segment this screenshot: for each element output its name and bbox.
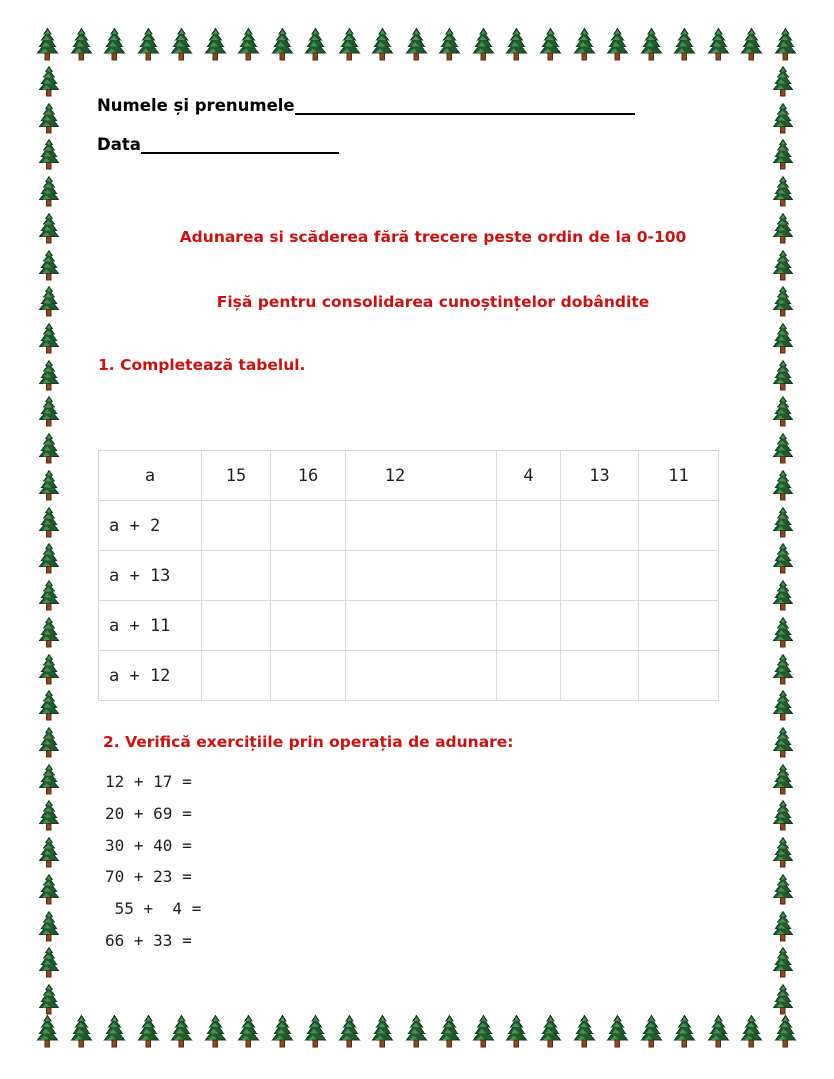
table-header-cell: 15 [202, 451, 271, 501]
christmas-tree-icon [38, 984, 60, 1015]
table-row [99, 601, 719, 651]
exercise-line: 70 + 23 = [105, 867, 192, 887]
answer-cell [639, 551, 719, 601]
christmas-tree-icon [772, 396, 794, 427]
date-blank-line [141, 138, 339, 154]
christmas-tree-icon [772, 690, 794, 721]
christmas-tree-icon [271, 28, 294, 61]
table-header-cell: 11 [639, 451, 719, 501]
answer-cell [202, 501, 271, 551]
christmas-tree-icon [38, 139, 60, 170]
christmas-tree-icon [772, 911, 794, 942]
christmas-tree-icon [673, 28, 696, 61]
christmas-tree-icon [505, 1015, 528, 1048]
exercise-line: 30 + 40 = [105, 835, 192, 855]
table-row [99, 551, 719, 601]
christmas-tree-icon [539, 1015, 562, 1048]
table-header-cell: a [99, 451, 202, 501]
exercise-list [105, 766, 201, 957]
christmas-tree-icon [472, 28, 495, 61]
christmas-tree-icon [371, 1015, 394, 1048]
answer-cell [346, 651, 497, 701]
christmas-tree-icon [573, 28, 596, 61]
answer-cell [639, 501, 719, 551]
christmas-tree-icon [772, 654, 794, 685]
christmas-tree-icon [740, 1015, 763, 1048]
exercise-line: 20 + 69 = [105, 803, 192, 823]
date-label: Data [97, 135, 141, 154]
christmas-tree-icon [772, 176, 794, 207]
christmas-tree-icon [772, 470, 794, 501]
christmas-tree-icon [772, 947, 794, 978]
christmas-tree-icon [772, 837, 794, 868]
answer-cell [346, 601, 497, 651]
christmas-tree-icon [772, 507, 794, 538]
answer-cell [346, 501, 497, 551]
christmas-tree-icon [38, 543, 60, 574]
christmas-tree-icon [707, 1015, 730, 1048]
answer-cell [561, 501, 639, 551]
christmas-tree-icon [772, 874, 794, 905]
christmas-tree-icon [740, 28, 763, 61]
answer-cell [202, 651, 271, 701]
christmas-tree-icon [38, 764, 60, 795]
answer-cell [497, 501, 561, 551]
worksheet-subtitle: Fișă pentru consolidarea cunoștințelor dobândite [216, 293, 650, 311]
answer-cell [346, 551, 497, 601]
answer-cell [639, 601, 719, 651]
christmas-tree-icon [774, 28, 797, 61]
christmas-tree-icon [772, 139, 794, 170]
christmas-tree-icon [304, 28, 327, 61]
section-2-heading: 2. Verifică exercițiile prin operația de adunare: [103, 733, 514, 751]
christmas-tree-icon [103, 28, 126, 61]
christmas-tree-icon [772, 764, 794, 795]
christmas-tree-icon [772, 617, 794, 648]
tree-border-top [36, 28, 797, 61]
christmas-tree-icon [38, 66, 60, 97]
tree-border-right [772, 66, 794, 1015]
answer-cell [561, 651, 639, 701]
answer-cell [271, 551, 346, 601]
christmas-tree-icon [338, 1015, 361, 1048]
row-label-cell: a + 13 [99, 551, 202, 601]
answer-cell [202, 601, 271, 651]
answer-cell [271, 601, 346, 651]
date-row [97, 135, 339, 154]
christmas-tree-icon [539, 28, 562, 61]
table-row [99, 501, 719, 551]
christmas-tree-icon [204, 1015, 227, 1048]
christmas-tree-icon [772, 984, 794, 1015]
christmas-tree-icon [38, 837, 60, 868]
christmas-tree-icon [70, 1015, 93, 1048]
answer-cell [497, 551, 561, 601]
answer-cell [561, 551, 639, 601]
exercise-line: 66 + 33 = [105, 930, 192, 950]
christmas-tree-icon [772, 543, 794, 574]
row-label-cell: a + 2 [99, 501, 202, 551]
christmas-tree-icon [38, 911, 60, 942]
exercise-line: 12 + 17 = [105, 772, 192, 791]
christmas-tree-icon [38, 250, 60, 281]
exercise-line: 55 + 4 = [105, 899, 202, 919]
christmas-tree-icon [438, 28, 461, 61]
christmas-tree-icon [772, 323, 794, 354]
christmas-tree-icon [371, 28, 394, 61]
christmas-tree-icon [640, 28, 663, 61]
christmas-tree-icon [772, 800, 794, 831]
christmas-tree-icon [38, 176, 60, 207]
row-label-cell: a + 11 [99, 601, 202, 651]
table-header-cell: 12 [346, 451, 497, 501]
christmas-tree-icon [38, 874, 60, 905]
christmas-tree-icon [707, 28, 730, 61]
christmas-tree-icon [38, 507, 60, 538]
answer-cell [639, 651, 719, 701]
christmas-tree-icon [38, 947, 60, 978]
christmas-tree-icon [405, 28, 428, 61]
christmas-tree-icon [137, 28, 160, 61]
tree-border-bottom [36, 1015, 797, 1048]
christmas-tree-icon [170, 1015, 193, 1048]
christmas-tree-icon [640, 1015, 663, 1048]
christmas-tree-icon [137, 1015, 160, 1048]
christmas-tree-icon [38, 617, 60, 648]
name-blank-line [295, 99, 635, 115]
answer-cell [271, 501, 346, 551]
christmas-tree-icon [38, 470, 60, 501]
christmas-tree-icon [38, 396, 60, 427]
answer-cell [497, 651, 561, 701]
christmas-tree-icon [673, 1015, 696, 1048]
christmas-tree-icon [606, 28, 629, 61]
christmas-tree-icon [772, 727, 794, 758]
christmas-tree-icon [606, 1015, 629, 1048]
answer-cell [271, 651, 346, 701]
christmas-tree-icon [774, 1015, 797, 1048]
christmas-tree-icon [405, 1015, 428, 1048]
table-header-row [99, 451, 719, 501]
christmas-tree-icon [772, 66, 794, 97]
answer-cell [561, 601, 639, 651]
christmas-tree-icon [204, 28, 227, 61]
answer-cell [497, 601, 561, 651]
christmas-tree-icon [772, 580, 794, 611]
table-header-cell: 16 [271, 451, 346, 501]
christmas-tree-icon [304, 1015, 327, 1048]
section-1-heading: 1. Completează tabelul. [98, 356, 306, 374]
addition-table [98, 450, 719, 701]
christmas-tree-icon [38, 654, 60, 685]
christmas-tree-icon [438, 1015, 461, 1048]
worksheet-title: Adunarea si scăderea fără trecere peste ordin de la 0-100 [179, 228, 687, 246]
answer-cell [202, 551, 271, 601]
row-label-cell: a + 12 [99, 651, 202, 701]
christmas-tree-icon [505, 28, 528, 61]
christmas-tree-icon [472, 1015, 495, 1048]
name-row [97, 96, 635, 115]
christmas-tree-icon [237, 1015, 260, 1048]
christmas-tree-icon [36, 28, 59, 61]
table-header-cell: 4 [497, 451, 561, 501]
christmas-tree-icon [38, 727, 60, 758]
tree-border-left [38, 66, 60, 1015]
table-row [99, 651, 719, 701]
christmas-tree-icon [38, 433, 60, 464]
christmas-tree-icon [38, 690, 60, 721]
christmas-tree-icon [38, 580, 60, 611]
christmas-tree-icon [38, 800, 60, 831]
christmas-tree-icon [38, 360, 60, 391]
christmas-tree-icon [103, 1015, 126, 1048]
christmas-tree-icon [38, 103, 60, 134]
christmas-tree-icon [772, 360, 794, 391]
christmas-tree-icon [772, 103, 794, 134]
christmas-tree-icon [36, 1015, 59, 1048]
christmas-tree-icon [271, 1015, 294, 1048]
christmas-tree-icon [70, 28, 93, 61]
table-header-cell: 13 [561, 451, 639, 501]
christmas-tree-icon [772, 250, 794, 281]
christmas-tree-icon [170, 28, 193, 61]
christmas-tree-icon [573, 1015, 596, 1048]
christmas-tree-icon [237, 28, 260, 61]
christmas-tree-icon [772, 433, 794, 464]
name-label: Numele și prenumele [97, 96, 295, 115]
christmas-tree-icon [38, 323, 60, 354]
christmas-tree-icon [338, 28, 361, 61]
